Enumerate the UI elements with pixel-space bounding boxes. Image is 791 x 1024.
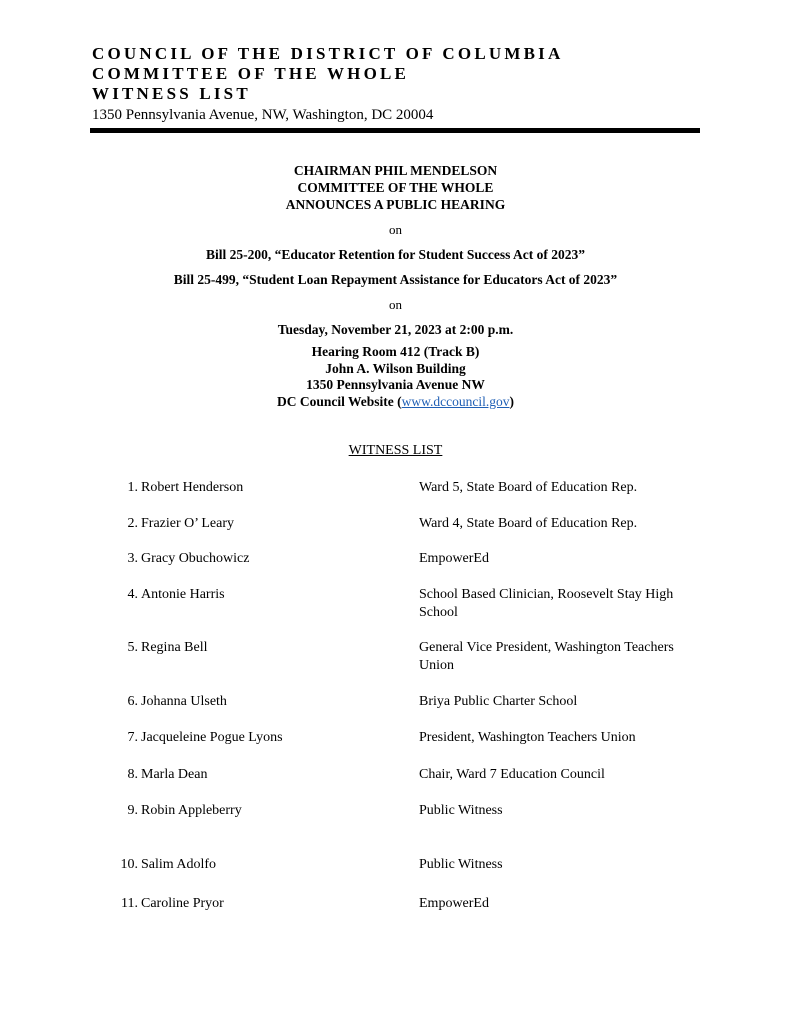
- council-address: 1350 Pennsylvania Avenue, NW, Washington, DC 20004: [92, 107, 434, 123]
- witness-name: Caroline Pryor: [141, 896, 224, 911]
- witness-number: 9.: [127, 803, 138, 818]
- witness-affiliation: EmpowerEd: [419, 896, 489, 911]
- witness-name: Johanna Ulseth: [141, 694, 227, 709]
- on-connector-1: on: [389, 222, 402, 237]
- witness-name: Salim Adolfo: [141, 857, 217, 872]
- committee-name: COMMITTEE OF THE WHOLE: [92, 64, 410, 83]
- committee-line: COMMITTEE OF THE WHOLE: [297, 180, 494, 195]
- witness-name: Jacqueleine Pogue Lyons: [141, 730, 283, 745]
- witness-number: 5.: [127, 640, 138, 655]
- chairman-line: CHAIRMAN PHIL MENDELSON: [293, 163, 498, 178]
- witness-affiliation: EmpowerEd: [419, 551, 489, 566]
- announces-line: ANNOUNCES A PUBLIC HEARING: [285, 197, 506, 212]
- witness-affiliation: Briya Public Charter School: [419, 694, 578, 709]
- witness-affiliation: Ward 5, State Board of Education Rep.: [419, 480, 638, 495]
- website-line: [0, 394, 791, 411]
- on-connector-2: on: [389, 297, 402, 312]
- hearing-announcement: [0, 162, 791, 338]
- witness-number: 10.: [120, 857, 138, 872]
- witness-name: Marla Dean: [141, 767, 208, 782]
- witness-name: Gracy Obuchowicz: [141, 551, 250, 566]
- witness-number: 8.: [127, 767, 138, 782]
- bill-25-200: Bill 25-200, “Educator Retention for Student Success Act of 2023”: [206, 247, 585, 262]
- witness-number: 1.: [127, 480, 138, 495]
- witness-list-heading: WITNESS LIST: [348, 443, 443, 458]
- witness-name: Frazier O’ Leary: [141, 516, 235, 531]
- header-rule: [90, 128, 700, 133]
- building-name: John A. Wilson Building: [325, 360, 466, 376]
- website-link[interactable]: www.dccouncil.gov: [401, 393, 510, 409]
- hearing-location: [0, 344, 791, 410]
- letterhead: [92, 44, 563, 125]
- website-suffix: ): [509, 393, 514, 409]
- council-name: COUNCIL OF THE DISTRICT OF COLUMBIA: [92, 44, 564, 63]
- witness-number: 4.: [127, 587, 138, 602]
- witness-affiliation: Public Witness: [419, 803, 503, 818]
- witness-name: Antonie Harris: [141, 587, 225, 602]
- witness-number: 11.: [121, 896, 138, 911]
- website-prefix: DC Council Website (: [277, 393, 402, 409]
- witness-name: Robin Appleberry: [141, 803, 242, 818]
- witness-affiliation: Chair, Ward 7 Education Council: [419, 767, 605, 782]
- witness-affiliation: President, Washington Teachers Union: [419, 730, 636, 745]
- witness-name: Regina Bell: [141, 640, 208, 655]
- witness-number: 3.: [127, 551, 138, 566]
- document-type: WITNESS LIST: [92, 84, 251, 103]
- witness-affiliation: School Based Clinician, Roosevelt Stay High School: [419, 587, 674, 620]
- witness-affiliation: Ward 4, State Board of Education Rep.: [419, 516, 638, 531]
- witness-name: Robert Henderson: [141, 480, 244, 495]
- witness-number: 2.: [127, 516, 138, 531]
- bill-25-499: Bill 25-499, “Student Loan Repayment Assistance for Educators Act of 2023”: [173, 272, 618, 287]
- witness-number: 7.: [127, 730, 138, 745]
- witness-affiliation: General Vice President, Washington Teachers Union: [419, 640, 674, 673]
- witness-number: 6.: [127, 694, 138, 709]
- witness-affiliation: Public Witness: [419, 857, 503, 872]
- hearing-room: Hearing Room 412 (Track B): [311, 344, 480, 359]
- hearing-datetime: Tuesday, November 21, 2023 at 2:00 p.m.: [277, 322, 514, 337]
- building-street: 1350 Pennsylvania Avenue NW: [306, 377, 485, 392]
